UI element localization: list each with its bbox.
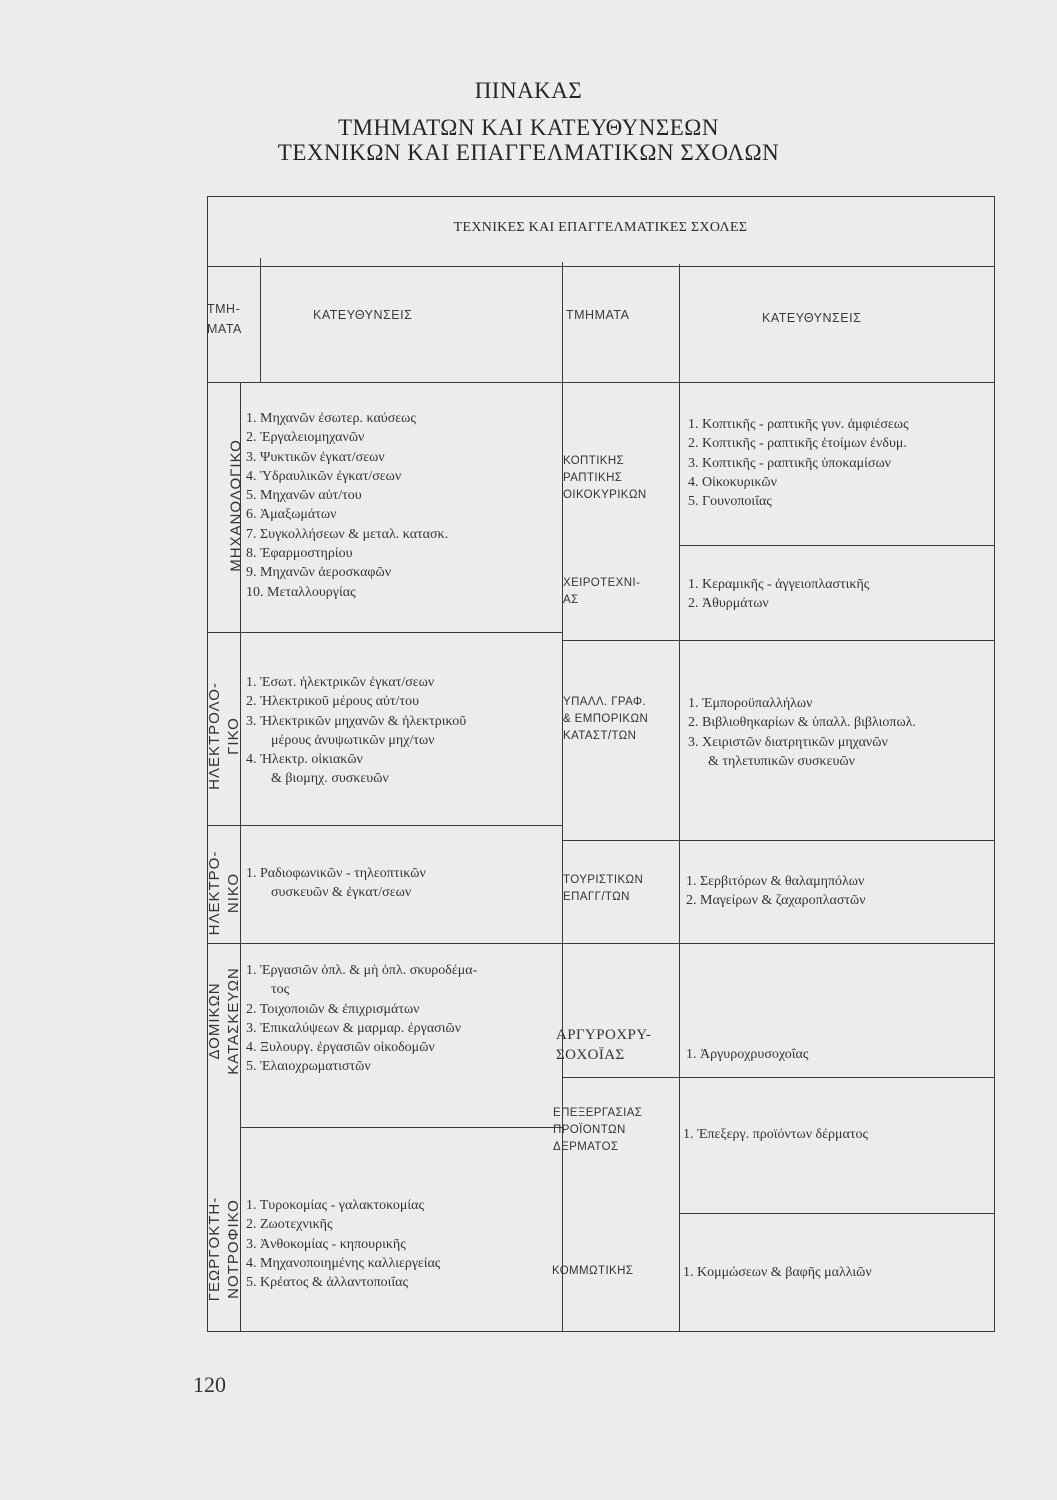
list-item: 1. Ἐργασιῶν ὁπλ. & μὴ ὁπλ. σκυροδέμα-	[246, 963, 478, 978]
section-label-koptikis: ΚΟΠΤΙΚΗΣ ΡΑΠΤΙΚΗΣ ΟΙΚΟΚΥΡΙΚΩΝ	[563, 455, 647, 501]
list-item: 5. Κρέατος & ἀλλαντοποιΐας	[246, 1275, 409, 1291]
list-item: 4. Ξυλουργ. ἐργασιῶν οἰκοδομῶν	[246, 1040, 435, 1056]
section-label-mechanologiko: ΜΗΧΑΝΟΛΟΓΙΚΟ	[227, 439, 245, 572]
list-item: συσκευῶν & ἐγκατ/σεων	[271, 885, 412, 901]
list-domikon	[246, 961, 477, 1077]
list-item: 4. Ὑδραυλικῶν ἐγκατ/σεων	[246, 468, 402, 484]
list-item: 2. Ἐργαλειομηχανῶν	[246, 430, 365, 446]
col-header-kateythynseis-left: ΚΑΤΕΥΘΥΝΣΕΙΣ	[313, 308, 413, 322]
table-caption: ΤΕΧΝΙΚΕΣ ΚΑΙ ΕΠΑΓΓΕΛΜΑΤΙΚΕΣ ΣΧΟΛΕΣ	[453, 220, 748, 235]
list-item: 1. Ἐσωτ. ἠλεκτρικῶν ἐγκατ/σεων	[246, 675, 435, 690]
list-item: 8. Ἐφαρμοστηρίου	[246, 546, 353, 562]
list-item: 2. Ζωοτεχνικῆς	[246, 1217, 333, 1233]
list-item: 5. Γουνοποιΐας	[688, 494, 772, 510]
list-item: 1. Μηχανῶν ἐσωτερ. καύσεως	[246, 411, 416, 426]
list-epexergasias	[683, 1125, 868, 1144]
list-item: 3. Ψυκτικῶν ἐγκατ/σεων	[246, 449, 385, 465]
list-item: 4. Οἰκοκυρικῶν	[688, 474, 777, 490]
section-label-epexergasias: ΕΠΕΞΕΡΓΑΣΙΑΣ ΠΡΟΪΟΝΤΩΝ ΔΕΡΜΑΤΟΣ	[553, 1107, 643, 1153]
list-item: 3. Χειριστῶν διατρητικῶν μηχανῶν	[688, 734, 888, 750]
list-item: & βιομηχ. συσκευῶν	[271, 771, 389, 787]
list-item: 1. Κομμώσεων & βαφῆς μαλλιῶν	[683, 1265, 872, 1280]
list-cheirotechnias	[688, 575, 869, 614]
list-item: 3. Ἀνθοκομίας - κηπουρικῆς	[246, 1236, 406, 1252]
page-subtitle-1: ΤΜΗΜΑΤΩΝ ΚΑΙ ΚΑΤΕΥΘΥΝΣΕΩΝ	[337, 115, 720, 140]
list-item: 10. Μεταλλουργίας	[246, 584, 356, 600]
list-touristikon	[686, 872, 866, 911]
list-item: 1. Ραδιοφωνικῶν - τηλεοπτικῶν	[246, 866, 426, 881]
list-item: 1. Τυροκομίας - γαλακτοκομίας	[246, 1198, 425, 1213]
page-subtitle-2: ΤΕΧΝΙΚΩΝ ΚΑΙ ΕΠΑΓΓΕΛΜΑΤΙΚΩΝ ΣΧΟΛΩΝ	[277, 140, 780, 165]
col-header-tmimata-left-2: ΜΑΤΑ	[207, 322, 242, 336]
section-label-kommotikis: ΚΟΜΜΩΤΙΚΗΣ	[552, 1265, 634, 1277]
list-item: 5. Ἐλαιοχρωματιστῶν	[246, 1059, 371, 1075]
list-item: 1. Σερβιτόρων & θαλαμηπόλων	[686, 874, 865, 889]
section-label-ypall-graf: ΥΠΑΛΛ. ΓΡΑΦ. & ΕΜΠΟΡΙΚΩΝ ΚΑΤΑΣΤ/ΤΩΝ	[563, 696, 649, 742]
list-item: 7. Συγκολλήσεων & μεταλ. κατασκ.	[246, 526, 449, 542]
list-item: 6. Ἁμαξωμάτων	[246, 507, 337, 523]
list-item: 3. Ἐπικαλύψεων & μαρμαρ. ἐργασιῶν	[246, 1020, 462, 1036]
section-label-touristikon: ΤΟΥΡΙΣΤΙΚΩΝ ΕΠΑΓΓ/ΤΩΝ	[563, 874, 644, 903]
list-item: τος	[271, 982, 290, 998]
list-ilektrologiko	[246, 673, 466, 789]
list-item: 1. Ἀργυροχρυσοχοΐας	[686, 1047, 809, 1062]
list-item: 2. Βιβλιοθηκαρίων & ὑπαλλ. βιβλιοπωλ.	[688, 715, 916, 731]
list-item: 2. Τοιχοποιῶν & ἐπιχρισμάτων	[246, 1001, 420, 1017]
list-item: 3. Κοπτικῆς - ραπτικῆς ὑποκαμίσων	[688, 455, 891, 471]
section-label-ilektroniko: ΗΛΕΚΤΡΟ- ΝΙΚΟ	[206, 850, 242, 936]
section-label-ilektrologiko: ΗΛΕΚΤΡΟΛΟ- ΓΙΚΟ	[206, 682, 242, 790]
page-title: ΠΙΝΑΚΑΣ	[474, 78, 583, 103]
list-item: 2. Μαγείρων & ζαχαροπλαστῶν	[686, 893, 866, 909]
list-kommotikis	[683, 1263, 872, 1282]
section-label-domikon: ΔΟΜΙΚΩΝ ΚΑΤΑΣΚΕΥΩΝ	[206, 967, 242, 1075]
list-item: 5. Μηχανῶν αὐτ/του	[246, 488, 362, 504]
list-argyrochrysochoias	[686, 1045, 808, 1064]
list-item: 1. Κεραμικῆς - ἀγγειοπλαστικῆς	[688, 577, 870, 592]
list-item: μέρους ἀνυψωτικῶν μηχ/των	[271, 732, 435, 748]
list-koptikis	[688, 415, 909, 511]
section-label-georgoktinotrofiko: ΓΕΩΡΓΟΚΤΗ- ΝΟΤΡΟΦΙΚΟ	[206, 1196, 242, 1302]
col-header-tmimata-left-1: ΤΜΗ-	[207, 302, 241, 316]
list-item: 1. Ἐμποροϋπαλλήλων	[688, 696, 813, 711]
section-label-argyrochrysochoias: ΑΡΓΥΡΟΧΡΥ- ΣΟΧΟΪΑΣ	[556, 1027, 652, 1063]
list-item: 9. Μηχανῶν ἀεροσκαφῶν	[246, 565, 392, 581]
list-georgoktinotrofiko	[246, 1196, 440, 1292]
list-item: 2. Ἀθυρμάτων	[688, 596, 769, 612]
list-item: 2. Ἠλεκτρικοῦ μέρους αὐτ/του	[246, 694, 419, 710]
page-number: 120	[193, 1372, 226, 1397]
list-item: 3. Ἠλεκτρικῶν μηχανῶν & ἠλεκτρικοῦ	[246, 713, 467, 729]
col-header-kateythynseis-right: ΚΑΤΕΥΘΥΝΣΕΙΣ	[762, 311, 862, 325]
list-item: & τηλετυπικῶν συσκευῶν	[708, 753, 855, 769]
col-header-tmimata-right: ΤΜΗΜΑΤΑ	[566, 308, 630, 322]
list-item: 2. Κοπτικῆς - ραπτικῆς ἑτοίμων ἐνδυμ.	[688, 436, 907, 452]
list-item: 1. Κοπτικῆς - ραπτικῆς γυν. ἀμφιέσεως	[688, 417, 909, 432]
list-item: 4. Ἠλεκτρ. οἰκιακῶν	[246, 752, 363, 768]
list-mechanologiko	[246, 409, 448, 602]
list-ypall-graf	[688, 694, 916, 771]
list-item: 4. Μηχανοποιημένης καλλιεργείας	[246, 1255, 441, 1271]
list-item: 1. Ἐπεξεργ. προϊόντων δέρματος	[683, 1127, 869, 1142]
list-ilektroniko	[246, 864, 426, 903]
section-label-cheirotechnias: ΧΕΙΡΟΤΕΧΝΙ- ΑΣ	[563, 577, 641, 606]
